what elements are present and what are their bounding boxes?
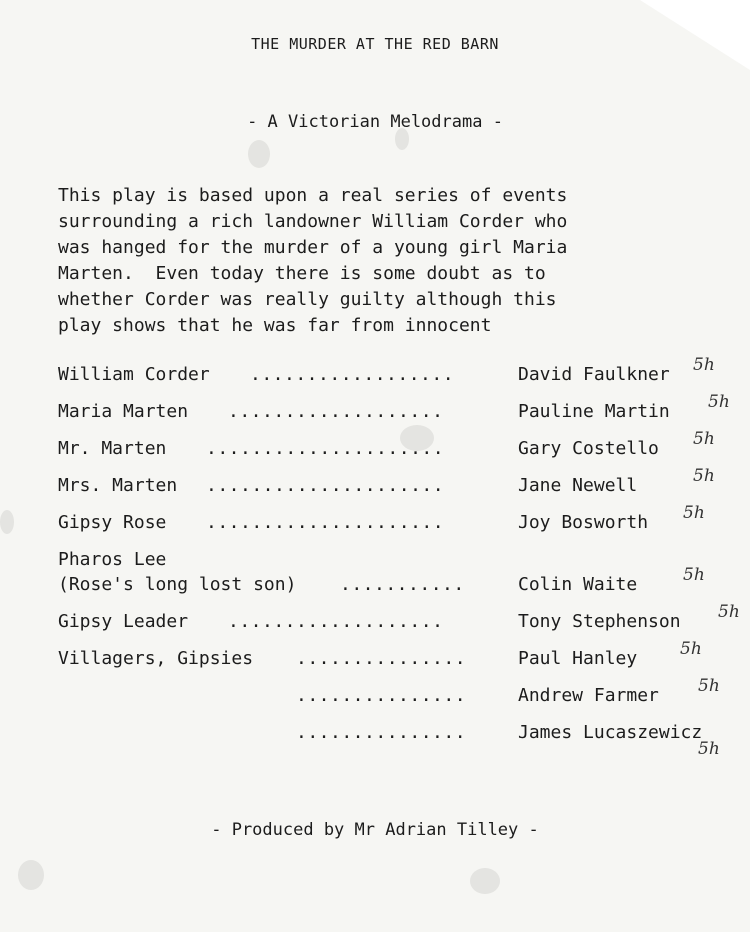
play-title: THE MURDER AT THE RED BARN	[251, 35, 499, 53]
leader-dots: ...............	[296, 722, 467, 743]
role-name: Villagers, Gipsies	[58, 648, 254, 669]
role-name: Gipsy Rose	[58, 512, 167, 533]
intro-line: was hanged for the murder of a young girl Maria	[58, 237, 568, 258]
cast-row	[58, 392, 748, 432]
actor-name: David Faulkner	[518, 364, 670, 385]
cast-row	[58, 639, 748, 679]
cast-row	[58, 429, 748, 469]
cast-row	[58, 676, 748, 716]
intro-line: surrounding a rich landowner William Corder who	[58, 211, 568, 232]
producer-credit: - Produced by Mr Adrian Tilley -	[211, 820, 539, 840]
role-name: William Corder	[58, 364, 210, 385]
leader-dots: ...................	[228, 611, 444, 632]
intro-line: Marten. Even today there is some doubt as to	[58, 263, 546, 284]
cast-row	[58, 466, 748, 506]
actor-name: Paul Hanley	[518, 648, 638, 669]
handwritten-mark: 5h	[698, 676, 720, 696]
handwritten-mark: 5h	[693, 466, 715, 486]
leader-dots: ..................	[250, 364, 455, 385]
cast-row	[58, 602, 748, 642]
handwritten-mark: 5h	[680, 639, 702, 659]
handwritten-mark: 5h	[693, 355, 715, 375]
actor-name: Pauline Martin	[518, 401, 670, 422]
intro-line: This play is based upon a real series of events	[58, 185, 568, 206]
leader-dots: ...................	[228, 401, 444, 422]
handwritten-mark: 5h	[683, 503, 705, 523]
ink-stain	[18, 860, 44, 890]
actor-name: Tony Stephenson	[518, 611, 681, 632]
role-name: Maria Marten	[58, 401, 189, 422]
handwritten-mark: 5h	[693, 429, 715, 449]
leader-dots: .....................	[206, 475, 445, 496]
actor-name: Andrew Farmer	[518, 685, 659, 706]
intro-line: whether Corder was really guilty although this	[58, 289, 557, 310]
role-name: Mr. Marten	[58, 438, 167, 459]
cast-row	[58, 355, 748, 395]
cast-list	[58, 355, 748, 759]
intro-line: play shows that he was far from innocent	[58, 315, 492, 336]
actor-name: James Lucaszewicz	[518, 722, 703, 743]
leader-dots: ...............	[296, 648, 467, 669]
actor-name: Joy Bosworth	[518, 512, 649, 533]
role-name: Mrs. Marten	[58, 475, 178, 496]
actor-name: Colin Waite	[518, 574, 638, 595]
actor-name: Gary Costello	[518, 438, 659, 459]
handwritten-mark: 5h	[718, 602, 740, 622]
role-name-line2: (Rose's long lost son)	[58, 574, 297, 595]
leader-dots: .....................	[206, 438, 445, 459]
handwritten-mark: 5h	[683, 565, 705, 585]
cast-row	[58, 716, 748, 759]
ink-stain	[470, 868, 500, 894]
leader-dots: .....................	[206, 512, 445, 533]
actor-name: Jane Newell	[518, 475, 638, 496]
play-subtitle: - A Victorian Melodrama -	[247, 112, 503, 132]
leader-dots: ...........	[340, 574, 465, 595]
ink-stain	[248, 140, 270, 168]
role-name: Pharos Lee	[58, 549, 167, 570]
ink-stain	[0, 510, 14, 534]
handwritten-mark: 5h	[708, 392, 730, 412]
cast-row	[58, 503, 748, 543]
intro-paragraph	[58, 183, 698, 339]
cast-row	[58, 543, 748, 605]
leader-dots: ...............	[296, 685, 467, 706]
handwritten-mark: 5h	[698, 739, 720, 759]
role-name: Gipsy Leader	[58, 611, 189, 632]
